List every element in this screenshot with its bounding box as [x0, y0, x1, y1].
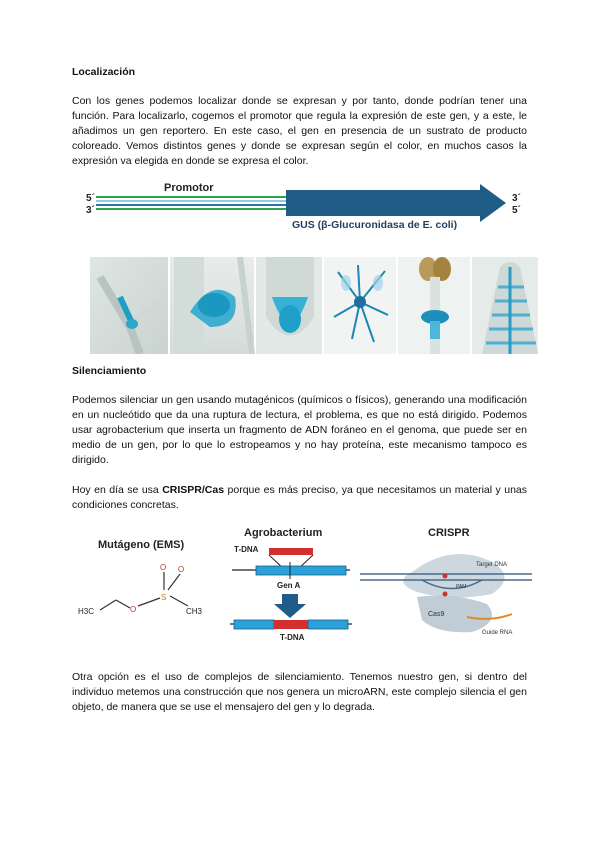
paragraph-silenciamiento-3: Otra opción es el uso de complejos de silenciamiento. Tenemos nuestro gen, si dentro del individuo metemos una construcción que nos genera un microARN, este complejo silencia el gen objeto, de manera que se use el mensajero del gen y lo degrada. — [72, 671, 527, 713]
gus-construct-diagram — [80, 176, 528, 238]
agrobacterium-title: Agrobacterium — [244, 527, 323, 539]
photo-lateral-root — [170, 257, 254, 354]
tdna-bottom-label: T-DNA — [280, 633, 305, 642]
photo-stem-section — [472, 257, 538, 354]
agrobacterium-panel — [230, 527, 352, 642]
crispr-title: CRISPR — [428, 527, 470, 539]
promoter-label: Promotor — [164, 182, 214, 194]
crispr-panel — [360, 527, 532, 636]
paragraph-localizacion: Con los genes podemos localizar donde se expresan y por tanto, donde podrían tener una función. Para localizarlo, cogemos el promotor que regula la expresión de este gen, y a este, le añadimos un gen reportero. En este caso, el gen en presencia de un sustrato de producto coloreado. Vemos distintos genes y donde se expresan según el color, en muchos casos la expresión va elegida en donde se expresa el color. — [72, 95, 527, 167]
tdna-top-label: T-DNA — [234, 545, 259, 554]
section-title-silenciamiento: Silenciamiento — [72, 365, 147, 377]
p2-text-bold: CRISPR/Cas — [162, 484, 225, 496]
strand-5prime-right: 5´ — [512, 205, 521, 216]
gus-staining-photos — [90, 257, 538, 354]
silencing-methods-figure — [72, 522, 532, 652]
ems-atom-o1: O — [130, 605, 137, 614]
p2-text-before: Hoy en día se usa — [72, 484, 163, 496]
ems-atom-o3: O — [178, 565, 185, 574]
strand-3prime-right: 3´ — [512, 193, 521, 204]
p2-text-after: porque es más preciso, ya que necesitamos un material y unas condiciones concretas. — [72, 484, 527, 511]
ems-panel — [78, 539, 203, 616]
photo-flower-base — [398, 257, 470, 354]
cas9-label: Cas9 — [428, 611, 445, 618]
ems-atom-o2: O — [160, 563, 167, 572]
photo-seedling-veins — [324, 257, 396, 354]
section-title-localizacion: Localización — [72, 66, 136, 78]
ems-atom-h3c: H3C — [78, 607, 95, 616]
ems-atom-s: S — [161, 593, 167, 602]
agro-down-arrow — [274, 594, 306, 618]
gus-label: GUS (β-Glucuronidasa de E. coli) — [292, 219, 458, 231]
photo-root-tip — [256, 257, 322, 354]
ems-title: Mutágeno (EMS) — [98, 539, 185, 551]
guide-rna-label: Guide RNA — [482, 630, 513, 636]
strand-5prime-left: 5´ — [86, 193, 95, 204]
paragraph-silenciamiento-1: Podemos silenciar un gen usando mutagénicos (químicos o físicos), generando una modificación en un nucleótido que da una ruptura de lectura, el problema, es que no está dirigido. Podemos usar agrobacterium que inserta un fragmento de ADN foráneo en el genoma, que puede ser en medio de un gen, por lo que lo estropeamos y no hay proteína, este mecanismo tampoco es dirigido. — [72, 394, 527, 466]
pam-label: PAM — [456, 584, 467, 590]
photo-root-branch — [90, 257, 168, 354]
gene-a-label: Gen A — [277, 581, 301, 590]
paragraph-silenciamiento-2 — [72, 483, 527, 513]
target-dna-label: Target DNA — [476, 562, 508, 568]
ems-atom-ch3: CH3 — [186, 607, 203, 616]
strand-3prime-left: 3´ — [86, 205, 95, 216]
